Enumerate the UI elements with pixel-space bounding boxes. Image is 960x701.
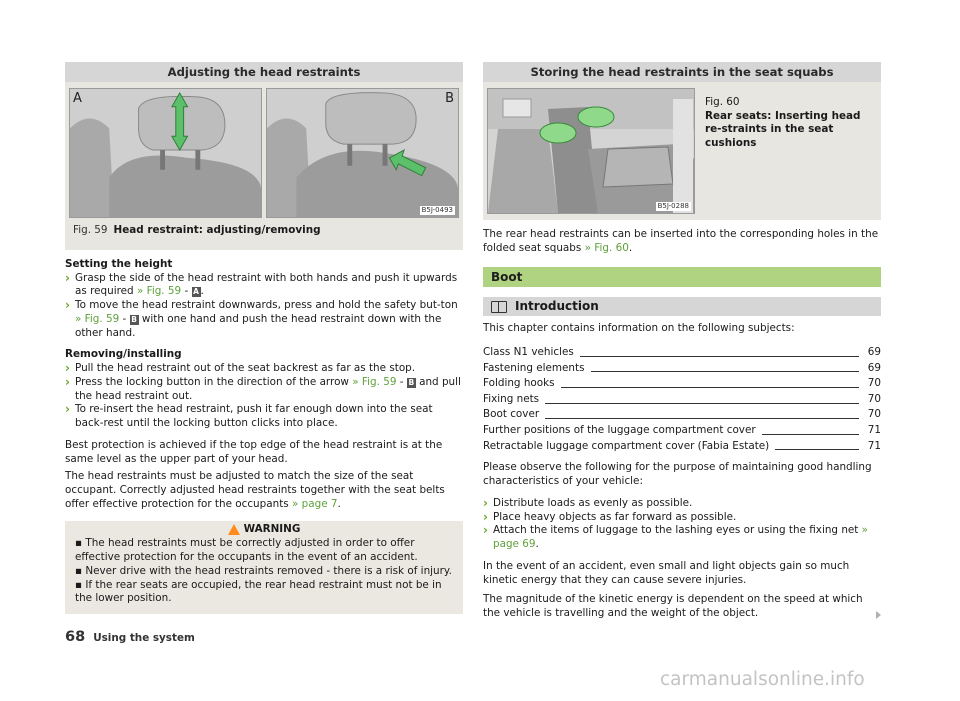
fig-59-link[interactable]: » Fig. 59	[75, 312, 120, 325]
paragraph-end: .	[337, 497, 341, 510]
paragraph-text: The head restraints must be adjusted to match the size of the seat occupant. Correctly adjusted head restraints together with the seat belts offer effective protection for the occupants	[65, 470, 445, 510]
page-number: 68	[65, 629, 86, 645]
page-69-link[interactable]: » page 69	[493, 524, 869, 551]
toc-row[interactable]	[483, 391, 881, 407]
list-item-text: Grasp the side of the head restraint with both hands and push it upwards as required	[75, 271, 458, 298]
seat-illustration-a	[70, 89, 261, 217]
warning-icon	[228, 524, 240, 535]
subheading-removing: Removing/installing	[65, 348, 182, 361]
list-item-text: To re-insert the head restraint, push it far enough down into the seat back-rest until the locking button clicks into place.	[75, 403, 433, 430]
list-item-text: Press the locking button in the direction of the arrow	[75, 375, 353, 388]
list-item-end: with one hand and push the head restraint down with the other hand.	[75, 312, 442, 339]
toc-label: Boot cover	[483, 408, 540, 421]
paragraph-kinetic: In the event of an accident, even small and light objects gain so much kinetic energy that they can cause severe injuries.	[483, 559, 850, 586]
right-column	[483, 62, 881, 621]
arrow-bullet-icon: ›	[483, 523, 488, 538]
figure-caption	[705, 88, 875, 220]
toc-label: Retractable luggage compartment cover (Fabia Estate)	[483, 439, 770, 452]
paragraph-observe: Please observe the following for the purpose of maintaining good handling characteristics of your vehicle:	[483, 461, 872, 488]
list-item-end: .	[535, 538, 539, 551]
list-item	[483, 524, 881, 551]
setting-height-block	[65, 258, 463, 340]
paragraph-text: The rear head restraints can be inserted into the corresponding holes in the folded seat squabs	[483, 228, 879, 254]
list-item-end: .	[200, 285, 204, 298]
list-item-text: Place heavy objects as far forward as possible.	[493, 510, 737, 523]
list-item-text: Attach the items of luggage to the lashing eyes or using the fixing net	[493, 524, 862, 537]
letter-a-icon: A	[193, 287, 199, 297]
continue-arrow-icon	[876, 611, 881, 619]
list-item	[483, 497, 881, 511]
toc-page: 70	[867, 377, 881, 390]
figure-title: Head restraint: adjusting/removing	[113, 224, 321, 236]
paragraph-adjusted	[65, 470, 463, 511]
figure-label-a: A	[73, 91, 82, 106]
figure-code: B5J-0493	[421, 205, 453, 214]
fig-59-link[interactable]: » Fig. 59	[136, 285, 182, 298]
separator: -	[119, 312, 130, 325]
intro-heading	[483, 297, 881, 316]
photo-head-restraint-b	[266, 88, 459, 218]
toc-page: 69	[867, 346, 881, 359]
toc-page: 71	[867, 424, 881, 437]
separator: -	[181, 285, 192, 298]
warning-item: ▪ The head restraints must be correctly adjusted in order to offer effective protection for the occupants in the event of an accident.	[75, 537, 418, 564]
toc-leader	[591, 371, 860, 372]
toc-row[interactable]	[483, 407, 881, 423]
figure-caption	[69, 218, 459, 238]
rear-seat-illustration	[488, 89, 694, 213]
toc-page: 70	[867, 408, 881, 421]
figure-number: Fig. 60	[705, 96, 740, 108]
toc-leader	[775, 449, 859, 450]
arrow-bullet-icon: ›	[483, 509, 488, 524]
separator: -	[396, 375, 407, 388]
arrow-bullet-icon: ›	[65, 402, 70, 417]
warning-title: WARNING	[243, 522, 301, 535]
toc-row[interactable]	[483, 344, 881, 360]
section-heading-head-restraints: Adjusting the head restraints	[65, 62, 463, 82]
subheading-setting-height: Setting the height	[65, 258, 173, 270]
warning-item: ▪ Never drive with the head restraints removed - there is a risk of injury.	[75, 564, 452, 577]
arrow-bullet-icon: ›	[65, 270, 70, 285]
intro-text: This chapter contains information on the following subjects:	[483, 322, 795, 335]
toc-leader	[545, 418, 859, 419]
page-7-link[interactable]: » page 7	[291, 497, 338, 510]
list-item	[65, 299, 463, 340]
warning-box	[65, 521, 463, 614]
list-item	[65, 376, 463, 403]
toc-page: 71	[867, 439, 881, 452]
letter-b-icon: B	[408, 377, 415, 387]
paragraph-end: .	[628, 241, 633, 254]
fig-59-link[interactable]: » Fig. 59	[352, 375, 397, 388]
toc-page: 69	[867, 361, 881, 374]
figure-59	[65, 82, 463, 250]
toc-label: Folding hooks	[483, 377, 555, 390]
toc-leader	[561, 387, 859, 388]
toc-label: Fastening elements	[483, 361, 585, 374]
toc-leader	[580, 356, 859, 357]
intro-heading-label: Introduction	[515, 299, 599, 314]
toc-leader	[762, 434, 859, 435]
list-item-text: Pull the head restraint out of the seat backrest as far as the stop.	[75, 362, 416, 375]
figure-title: Rear seats: Inserting head re-straints in the seat cushions	[705, 109, 861, 150]
list-item	[65, 403, 463, 430]
toc-leader	[545, 403, 859, 404]
list-item-end: and pull the head restraint out.	[75, 375, 461, 402]
toc-row[interactable]	[483, 375, 881, 391]
paragraph-rear-restraints	[483, 228, 881, 255]
figure-60	[483, 82, 881, 220]
photo-head-restraint-a	[69, 88, 262, 218]
watermark: carmanualsonline.info	[660, 669, 865, 690]
list-item-text: Distribute loads as evenly as possible.	[493, 496, 693, 509]
paragraph-magnitude-wrap	[483, 593, 881, 620]
fig-60-link[interactable]: » Fig. 60	[584, 241, 629, 254]
paragraph-best-protection: Best protection is achieved if the top edge of the head restraint is at the same level as the upper part of your head.	[65, 438, 443, 465]
arrow-bullet-icon: ›	[65, 298, 70, 313]
toc-row[interactable]	[483, 422, 881, 438]
arrow-bullet-icon: ›	[65, 361, 70, 376]
removing-block	[65, 348, 463, 430]
photo-rear-seats	[487, 88, 695, 214]
footer-section: Using the system	[93, 632, 195, 644]
paragraph-magnitude: The magnitude of the kinetic energy is dependent on the speed at which the vehicle is travelling and the weight of the object.	[483, 593, 863, 619]
left-column	[65, 62, 463, 614]
page-footer	[65, 628, 195, 647]
list-item-text: To move the head restraint downwards, press and hold the safety but-ton	[75, 299, 458, 312]
toc-label: Further positions of the luggage compartment cover	[483, 424, 756, 437]
table-of-contents	[483, 344, 881, 453]
section-heading-storing: Storing the head restraints in the seat squabs	[483, 62, 881, 82]
figure-code: B5J-0288	[657, 201, 689, 210]
toc-label: Fixing nets	[483, 392, 540, 405]
list-item	[65, 272, 463, 299]
figure-label-b: B	[445, 91, 454, 106]
toc-row[interactable]	[483, 360, 881, 376]
warning-item: ▪ If the rear seats are occupied, the rear head restraint must not be in the lower position.	[75, 578, 442, 605]
list-item	[65, 362, 463, 376]
list-item	[483, 511, 881, 525]
toc-row[interactable]	[483, 438, 881, 454]
boot-bullets	[483, 497, 881, 552]
book-icon	[491, 301, 507, 313]
seat-illustration-b	[267, 89, 458, 217]
toc-label: Class N1 vehicles	[483, 346, 574, 359]
toc-page: 70	[867, 392, 881, 405]
chapter-heading-boot: Boot	[483, 267, 881, 287]
letter-b-icon: B	[131, 314, 137, 324]
arrow-bullet-icon: ›	[483, 495, 488, 510]
figure-number: Fig. 59	[73, 224, 108, 236]
arrow-bullet-icon: ›	[65, 374, 70, 389]
